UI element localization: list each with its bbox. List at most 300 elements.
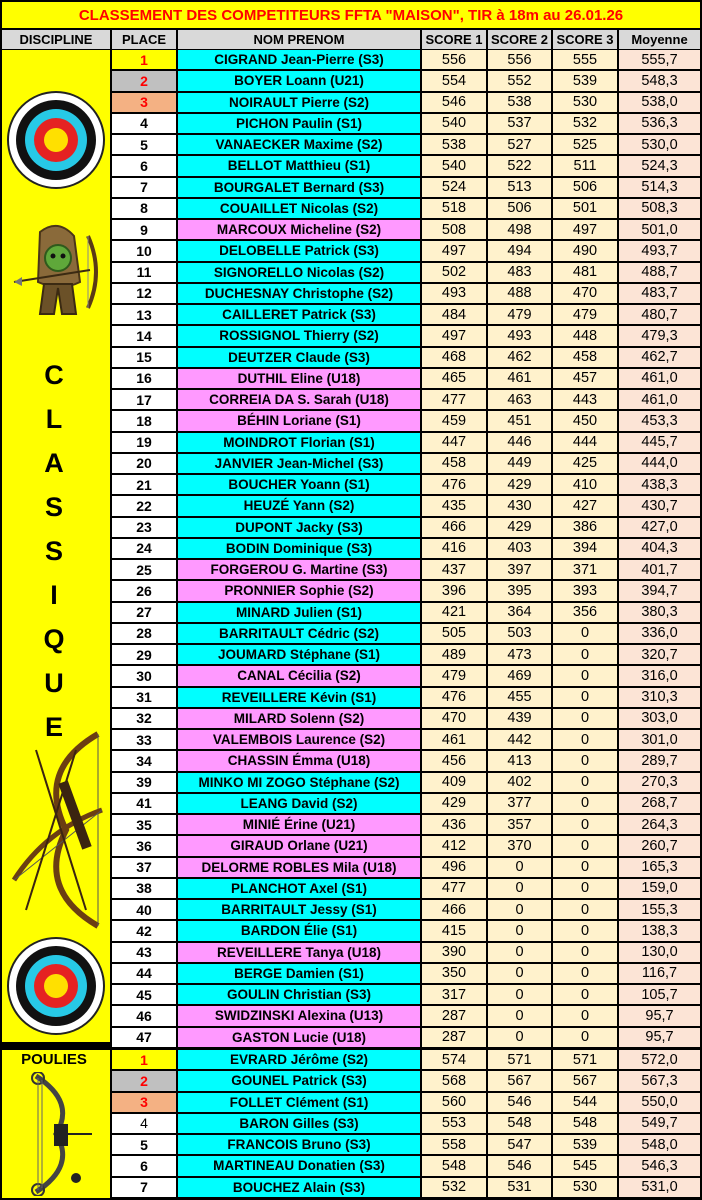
score-1-cell: 505 bbox=[422, 624, 486, 643]
score-2-cell: 403 bbox=[488, 539, 551, 558]
average-cell: 555,7 bbox=[619, 50, 700, 69]
discipline-classique-panel bbox=[2, 50, 110, 1042]
average-cell: 549,7 bbox=[619, 1114, 700, 1133]
competitor-name-cell: DUPONT Jacky (S3) bbox=[178, 518, 420, 537]
average-cell: 301,0 bbox=[619, 730, 700, 749]
score-2-cell: 377 bbox=[488, 794, 551, 813]
competitor-name-cell: MINARD Julien (S1) bbox=[178, 603, 420, 622]
score-1-cell: 540 bbox=[422, 114, 486, 133]
score-3-cell: 0 bbox=[553, 773, 617, 792]
score-2-cell: 0 bbox=[488, 943, 551, 962]
score-2-cell: 506 bbox=[488, 199, 551, 218]
score-2-cell: 548 bbox=[488, 1114, 551, 1133]
score-2-cell: 546 bbox=[488, 1093, 551, 1112]
score-1-cell: 456 bbox=[422, 751, 486, 770]
competitor-name-cell: PLANCHOT Axel (S1) bbox=[178, 879, 420, 898]
score-3-cell: 0 bbox=[553, 836, 617, 855]
average-cell: 430,7 bbox=[619, 496, 700, 515]
score-3-cell: 525 bbox=[553, 135, 617, 154]
rank-cell: 5 bbox=[112, 1135, 176, 1154]
average-cell: 488,7 bbox=[619, 263, 700, 282]
score-2-cell: 0 bbox=[488, 879, 551, 898]
competitor-name-cell: MARTINEAU Donatien (S3) bbox=[178, 1156, 420, 1175]
rank-cell: 20 bbox=[112, 454, 176, 473]
competitor-name-cell: PICHON Paulin (S1) bbox=[178, 114, 420, 133]
score-1-cell: 497 bbox=[422, 241, 486, 260]
header-score-1: SCORE 1 bbox=[422, 30, 486, 49]
competitor-name-cell: JANVIER Jean-Michel (S3) bbox=[178, 454, 420, 473]
competitor-name-cell: GIRAUD Orlane (U21) bbox=[178, 836, 420, 855]
score-2-cell: 483 bbox=[488, 263, 551, 282]
score-1-cell: 484 bbox=[422, 305, 486, 324]
competitor-name-cell: JOUMARD Stéphane (S1) bbox=[178, 645, 420, 664]
score-1-cell: 350 bbox=[422, 964, 486, 983]
competitor-name-cell: MILARD Solenn (S2) bbox=[178, 709, 420, 728]
competitor-name-cell: GOUNEL Patrick (S3) bbox=[178, 1071, 420, 1090]
score-2-cell: 556 bbox=[488, 50, 551, 69]
score-3-cell: 470 bbox=[553, 284, 617, 303]
average-cell: 493,7 bbox=[619, 241, 700, 260]
score-3-cell: 0 bbox=[553, 858, 617, 877]
score-1-cell: 390 bbox=[422, 943, 486, 962]
competitor-name-cell: BOUCHEZ Alain (S3) bbox=[178, 1178, 420, 1197]
rank-cell: 45 bbox=[112, 985, 176, 1004]
average-cell: 438,3 bbox=[619, 475, 700, 494]
average-cell: 264,3 bbox=[619, 815, 700, 834]
competitor-name-cell: BARDON Élie (S1) bbox=[178, 921, 420, 940]
score-3-cell: 567 bbox=[553, 1071, 617, 1090]
score-3-cell: 497 bbox=[553, 220, 617, 239]
score-3-cell: 444 bbox=[553, 433, 617, 452]
score-3-cell: 479 bbox=[553, 305, 617, 324]
score-2-cell: 493 bbox=[488, 326, 551, 345]
score-3-cell: 0 bbox=[553, 751, 617, 770]
recurve-bow-icon bbox=[6, 730, 106, 930]
competitor-name-cell: BOUCHER Yoann (S1) bbox=[178, 475, 420, 494]
rank-cell: 24 bbox=[112, 539, 176, 558]
rank-cell: 10 bbox=[112, 241, 176, 260]
rank-cell: 19 bbox=[112, 433, 176, 452]
score-2-cell: 571 bbox=[488, 1050, 551, 1069]
competitor-name-cell: FOLLET Clément (S1) bbox=[178, 1093, 420, 1112]
score-2-cell: 462 bbox=[488, 348, 551, 367]
rank-cell: 43 bbox=[112, 943, 176, 962]
rank-cell: 37 bbox=[112, 858, 176, 877]
competitor-name-cell: MINIÉ Érine (U21) bbox=[178, 815, 420, 834]
average-cell: 444,0 bbox=[619, 454, 700, 473]
rank-cell: 32 bbox=[112, 709, 176, 728]
score-3-cell: 394 bbox=[553, 539, 617, 558]
score-2-cell: 442 bbox=[488, 730, 551, 749]
score-2-cell: 498 bbox=[488, 220, 551, 239]
rank-cell: 2 bbox=[112, 71, 176, 90]
classique-letter-4: S bbox=[44, 492, 63, 522]
score-2-cell: 463 bbox=[488, 390, 551, 409]
competitor-name-cell: MARCOUX Micheline (S2) bbox=[178, 220, 420, 239]
competitor-name-cell: COUAILLET Nicolas (S2) bbox=[178, 199, 420, 218]
rank-cell: 11 bbox=[112, 263, 176, 282]
header-discipline: DISCIPLINE bbox=[2, 30, 110, 49]
score-2-cell: 479 bbox=[488, 305, 551, 324]
score-1-cell: 436 bbox=[422, 815, 486, 834]
average-cell: 268,7 bbox=[619, 794, 700, 813]
rank-cell: 33 bbox=[112, 730, 176, 749]
score-1-cell: 477 bbox=[422, 879, 486, 898]
score-3-cell: 0 bbox=[553, 645, 617, 664]
score-3-cell: 410 bbox=[553, 475, 617, 494]
average-cell: 138,3 bbox=[619, 921, 700, 940]
sheet-title: CLASSEMENT DES COMPETITEURS FFTA "MAISON", TIR à 18m au 26.01.26 bbox=[2, 2, 700, 28]
score-3-cell: 0 bbox=[553, 1028, 617, 1047]
rank-cell: 42 bbox=[112, 921, 176, 940]
average-cell: 116,7 bbox=[619, 964, 700, 983]
score-2-cell: 546 bbox=[488, 1156, 551, 1175]
score-3-cell: 0 bbox=[553, 709, 617, 728]
average-cell: 336,0 bbox=[619, 624, 700, 643]
score-3-cell: 448 bbox=[553, 326, 617, 345]
average-cell: 270,3 bbox=[619, 773, 700, 792]
competitor-name-cell: CAILLERET Patrick (S3) bbox=[178, 305, 420, 324]
score-3-cell: 539 bbox=[553, 71, 617, 90]
score-2-cell: 439 bbox=[488, 709, 551, 728]
competitor-name-cell: GASTON Lucie (U18) bbox=[178, 1028, 420, 1047]
classique-letter-8: U bbox=[44, 668, 64, 698]
header-score-3: SCORE 3 bbox=[553, 30, 617, 49]
rank-cell: 6 bbox=[112, 156, 176, 175]
rank-cell: 8 bbox=[112, 199, 176, 218]
average-cell: 480,7 bbox=[619, 305, 700, 324]
score-2-cell: 395 bbox=[488, 581, 551, 600]
score-1-cell: 470 bbox=[422, 709, 486, 728]
competitor-name-cell: VALEMBOIS Laurence (S2) bbox=[178, 730, 420, 749]
average-cell: 130,0 bbox=[619, 943, 700, 962]
average-cell: 105,7 bbox=[619, 985, 700, 1004]
average-cell: 479,3 bbox=[619, 326, 700, 345]
score-1-cell: 518 bbox=[422, 199, 486, 218]
score-1-cell: 548 bbox=[422, 1156, 486, 1175]
header-average: Moyenne bbox=[619, 30, 700, 49]
average-cell: 401,7 bbox=[619, 560, 700, 579]
score-2-cell: 449 bbox=[488, 454, 551, 473]
score-1-cell: 287 bbox=[422, 1006, 486, 1025]
score-3-cell: 0 bbox=[553, 943, 617, 962]
classique-letter-3: A bbox=[44, 448, 64, 478]
score-2-cell: 429 bbox=[488, 518, 551, 537]
score-1-cell: 508 bbox=[422, 220, 486, 239]
competitor-name-cell: ROSSIGNOL Thierry (S2) bbox=[178, 326, 420, 345]
score-2-cell: 513 bbox=[488, 178, 551, 197]
average-cell: 548,3 bbox=[619, 71, 700, 90]
score-3-cell: 457 bbox=[553, 369, 617, 388]
score-3-cell: 0 bbox=[553, 921, 617, 940]
competitor-name-cell: MOINDROT Florian (S1) bbox=[178, 433, 420, 452]
competitor-name-cell: HEUZÉ Yann (S2) bbox=[178, 496, 420, 515]
header-name: NOM PRENOM bbox=[178, 30, 420, 49]
score-1-cell: 435 bbox=[422, 496, 486, 515]
classique-letter-7: Q bbox=[43, 624, 65, 654]
classique-letter-9: E bbox=[44, 712, 63, 742]
score-2-cell: 402 bbox=[488, 773, 551, 792]
competitor-name-cell: MINKO MI ZOGO Stéphane (S2) bbox=[178, 773, 420, 792]
average-cell: 461,0 bbox=[619, 369, 700, 388]
rank-cell: 1 bbox=[112, 1050, 176, 1069]
score-1-cell: 476 bbox=[422, 475, 486, 494]
competitor-name-cell: EVRARD Jérôme (S2) bbox=[178, 1050, 420, 1069]
score-3-cell: 0 bbox=[553, 730, 617, 749]
score-3-cell: 490 bbox=[553, 241, 617, 260]
competitor-name-cell: FRANCOIS Bruno (S3) bbox=[178, 1135, 420, 1154]
score-1-cell: 493 bbox=[422, 284, 486, 303]
poulies-label: POULIES bbox=[21, 1051, 87, 1068]
rank-cell: 12 bbox=[112, 284, 176, 303]
score-2-cell: 364 bbox=[488, 603, 551, 622]
average-cell: 548,0 bbox=[619, 1135, 700, 1154]
average-cell: 310,3 bbox=[619, 688, 700, 707]
rank-cell: 40 bbox=[112, 900, 176, 919]
competitor-name-cell: DELORME ROBLES Mila (U18) bbox=[178, 858, 420, 877]
average-cell: 289,7 bbox=[619, 751, 700, 770]
score-3-cell: 501 bbox=[553, 199, 617, 218]
score-3-cell: 532 bbox=[553, 114, 617, 133]
score-3-cell: 443 bbox=[553, 390, 617, 409]
score-2-cell: 370 bbox=[488, 836, 551, 855]
score-3-cell: 511 bbox=[553, 156, 617, 175]
competitor-name-cell: GOULIN Christian (S3) bbox=[178, 985, 420, 1004]
average-cell: 316,0 bbox=[619, 666, 700, 685]
rank-cell: 31 bbox=[112, 688, 176, 707]
score-1-cell: 479 bbox=[422, 666, 486, 685]
competitor-name-cell: BOURGALET Bernard (S3) bbox=[178, 178, 420, 197]
average-cell: 380,3 bbox=[619, 603, 700, 622]
rank-cell: 2 bbox=[112, 1071, 176, 1090]
competitor-name-cell: CHASSIN Émma (U18) bbox=[178, 751, 420, 770]
score-1-cell: 429 bbox=[422, 794, 486, 813]
score-2-cell: 397 bbox=[488, 560, 551, 579]
header-place: PLACE bbox=[112, 30, 176, 49]
average-cell: 524,3 bbox=[619, 156, 700, 175]
competitor-name-cell: BARRITAULT Cédric (S2) bbox=[178, 624, 420, 643]
score-2-cell: 0 bbox=[488, 964, 551, 983]
rank-cell: 7 bbox=[112, 1178, 176, 1197]
score-1-cell: 568 bbox=[422, 1071, 486, 1090]
score-1-cell: 287 bbox=[422, 1028, 486, 1047]
rank-cell: 4 bbox=[112, 1114, 176, 1133]
score-2-cell: 503 bbox=[488, 624, 551, 643]
score-3-cell: 0 bbox=[553, 666, 617, 685]
score-1-cell: 538 bbox=[422, 135, 486, 154]
score-1-cell: 554 bbox=[422, 71, 486, 90]
competitor-name-cell: BÉHIN Loriane (S1) bbox=[178, 411, 420, 430]
archer-mascot-icon bbox=[10, 222, 106, 322]
score-3-cell: 393 bbox=[553, 581, 617, 600]
average-cell: 445,7 bbox=[619, 433, 700, 452]
average-cell: 394,7 bbox=[619, 581, 700, 600]
score-3-cell: 450 bbox=[553, 411, 617, 430]
average-cell: 303,0 bbox=[619, 709, 700, 728]
average-cell: 536,3 bbox=[619, 114, 700, 133]
average-cell: 95,7 bbox=[619, 1006, 700, 1025]
rank-cell: 30 bbox=[112, 666, 176, 685]
target-icon bbox=[6, 936, 106, 1036]
score-3-cell: 539 bbox=[553, 1135, 617, 1154]
rank-cell: 23 bbox=[112, 518, 176, 537]
score-2-cell: 0 bbox=[488, 985, 551, 1004]
rank-cell: 29 bbox=[112, 645, 176, 664]
score-3-cell: 458 bbox=[553, 348, 617, 367]
rank-cell: 27 bbox=[112, 603, 176, 622]
score-3-cell: 427 bbox=[553, 496, 617, 515]
score-1-cell: 489 bbox=[422, 645, 486, 664]
competitor-name-cell: BODIN Dominique (S3) bbox=[178, 539, 420, 558]
rank-cell: 15 bbox=[112, 348, 176, 367]
competitor-name-cell: CIGRAND Jean-Pierre (S3) bbox=[178, 50, 420, 69]
score-1-cell: 560 bbox=[422, 1093, 486, 1112]
average-cell: 508,3 bbox=[619, 199, 700, 218]
target-icon bbox=[6, 90, 106, 190]
average-cell: 155,3 bbox=[619, 900, 700, 919]
rank-cell: 5 bbox=[112, 135, 176, 154]
score-1-cell: 524 bbox=[422, 178, 486, 197]
average-cell: 550,0 bbox=[619, 1093, 700, 1112]
score-1-cell: 459 bbox=[422, 411, 486, 430]
average-cell: 546,3 bbox=[619, 1156, 700, 1175]
average-cell: 95,7 bbox=[619, 1028, 700, 1047]
score-3-cell: 0 bbox=[553, 964, 617, 983]
score-2-cell: 522 bbox=[488, 156, 551, 175]
rank-cell: 46 bbox=[112, 1006, 176, 1025]
competitor-name-cell: FORGEROU G. Martine (S3) bbox=[178, 560, 420, 579]
score-2-cell: 567 bbox=[488, 1071, 551, 1090]
score-3-cell: 386 bbox=[553, 518, 617, 537]
rank-cell: 28 bbox=[112, 624, 176, 643]
rank-cell: 34 bbox=[112, 751, 176, 770]
score-3-cell: 356 bbox=[553, 603, 617, 622]
score-3-cell: 545 bbox=[553, 1156, 617, 1175]
score-2-cell: 446 bbox=[488, 433, 551, 452]
score-1-cell: 458 bbox=[422, 454, 486, 473]
score-3-cell: 0 bbox=[553, 879, 617, 898]
score-3-cell: 0 bbox=[553, 985, 617, 1004]
competitor-name-cell: REVEILLERE Kévin (S1) bbox=[178, 688, 420, 707]
average-cell: 461,0 bbox=[619, 390, 700, 409]
score-1-cell: 437 bbox=[422, 560, 486, 579]
rank-cell: 16 bbox=[112, 369, 176, 388]
score-3-cell: 0 bbox=[553, 794, 617, 813]
score-1-cell: 558 bbox=[422, 1135, 486, 1154]
score-3-cell: 555 bbox=[553, 50, 617, 69]
competitor-name-cell: CORREIA DA S. Sarah (U18) bbox=[178, 390, 420, 409]
score-2-cell: 0 bbox=[488, 1006, 551, 1025]
score-2-cell: 531 bbox=[488, 1178, 551, 1197]
discipline-poulies-panel bbox=[2, 1050, 110, 1198]
score-2-cell: 357 bbox=[488, 815, 551, 834]
score-1-cell: 317 bbox=[422, 985, 486, 1004]
competitor-name-cell: BARRITAULT Jessy (S1) bbox=[178, 900, 420, 919]
average-cell: 538,0 bbox=[619, 93, 700, 112]
score-2-cell: 0 bbox=[488, 900, 551, 919]
score-3-cell: 0 bbox=[553, 1006, 617, 1025]
score-1-cell: 465 bbox=[422, 369, 486, 388]
average-cell: 165,3 bbox=[619, 858, 700, 877]
score-1-cell: 415 bbox=[422, 921, 486, 940]
score-1-cell: 497 bbox=[422, 326, 486, 345]
score-2-cell: 527 bbox=[488, 135, 551, 154]
rank-cell: 36 bbox=[112, 836, 176, 855]
average-cell: 530,0 bbox=[619, 135, 700, 154]
average-cell: 572,0 bbox=[619, 1050, 700, 1069]
score-3-cell: 0 bbox=[553, 688, 617, 707]
rank-cell: 35 bbox=[112, 815, 176, 834]
score-3-cell: 481 bbox=[553, 263, 617, 282]
average-cell: 462,7 bbox=[619, 348, 700, 367]
score-2-cell: 488 bbox=[488, 284, 551, 303]
competitor-name-cell: BOYER Loann (U21) bbox=[178, 71, 420, 90]
average-cell: 567,3 bbox=[619, 1071, 700, 1090]
average-cell: 404,3 bbox=[619, 539, 700, 558]
score-2-cell: 413 bbox=[488, 751, 551, 770]
classique-letter-2: L bbox=[45, 404, 63, 434]
rank-cell: 7 bbox=[112, 178, 176, 197]
rank-cell: 1 bbox=[112, 50, 176, 69]
competitor-name-cell: DUTHIL Eline (U18) bbox=[178, 369, 420, 388]
rank-cell: 18 bbox=[112, 411, 176, 430]
score-1-cell: 396 bbox=[422, 581, 486, 600]
score-3-cell: 548 bbox=[553, 1114, 617, 1133]
score-3-cell: 544 bbox=[553, 1093, 617, 1112]
rank-cell: 4 bbox=[112, 114, 176, 133]
score-2-cell: 538 bbox=[488, 93, 551, 112]
score-1-cell: 540 bbox=[422, 156, 486, 175]
rank-cell: 26 bbox=[112, 581, 176, 600]
rank-cell: 41 bbox=[112, 794, 176, 813]
score-1-cell: 421 bbox=[422, 603, 486, 622]
average-cell: 453,3 bbox=[619, 411, 700, 430]
score-2-cell: 461 bbox=[488, 369, 551, 388]
average-cell: 427,0 bbox=[619, 518, 700, 537]
score-2-cell: 430 bbox=[488, 496, 551, 515]
score-2-cell: 547 bbox=[488, 1135, 551, 1154]
competitor-name-cell: DUCHESNAY Christophe (S2) bbox=[178, 284, 420, 303]
average-cell: 320,7 bbox=[619, 645, 700, 664]
compound-bow-icon bbox=[16, 1072, 96, 1196]
competitor-name-cell: SWIDZINSKI Alexina (U13) bbox=[178, 1006, 420, 1025]
rank-cell: 13 bbox=[112, 305, 176, 324]
rank-cell: 25 bbox=[112, 560, 176, 579]
competitor-name-cell: CANAL Cécilia (S2) bbox=[178, 666, 420, 685]
score-2-cell: 429 bbox=[488, 475, 551, 494]
average-cell: 159,0 bbox=[619, 879, 700, 898]
score-3-cell: 530 bbox=[553, 93, 617, 112]
rank-cell: 38 bbox=[112, 879, 176, 898]
rank-cell: 22 bbox=[112, 496, 176, 515]
score-2-cell: 451 bbox=[488, 411, 551, 430]
header-score-2: SCORE 2 bbox=[488, 30, 551, 49]
score-3-cell: 0 bbox=[553, 624, 617, 643]
average-cell: 514,3 bbox=[619, 178, 700, 197]
score-3-cell: 425 bbox=[553, 454, 617, 473]
average-cell: 531,0 bbox=[619, 1178, 700, 1197]
score-1-cell: 416 bbox=[422, 539, 486, 558]
score-1-cell: 502 bbox=[422, 263, 486, 282]
score-1-cell: 412 bbox=[422, 836, 486, 855]
score-1-cell: 574 bbox=[422, 1050, 486, 1069]
score-1-cell: 409 bbox=[422, 773, 486, 792]
competitor-name-cell: DELOBELLE Patrick (S3) bbox=[178, 241, 420, 260]
competitor-name-cell: NOIRAULT Pierre (S2) bbox=[178, 93, 420, 112]
competitor-name-cell: LEANG David (S2) bbox=[178, 794, 420, 813]
score-3-cell: 0 bbox=[553, 815, 617, 834]
competitor-name-cell: BARON Gilles (S3) bbox=[178, 1114, 420, 1133]
